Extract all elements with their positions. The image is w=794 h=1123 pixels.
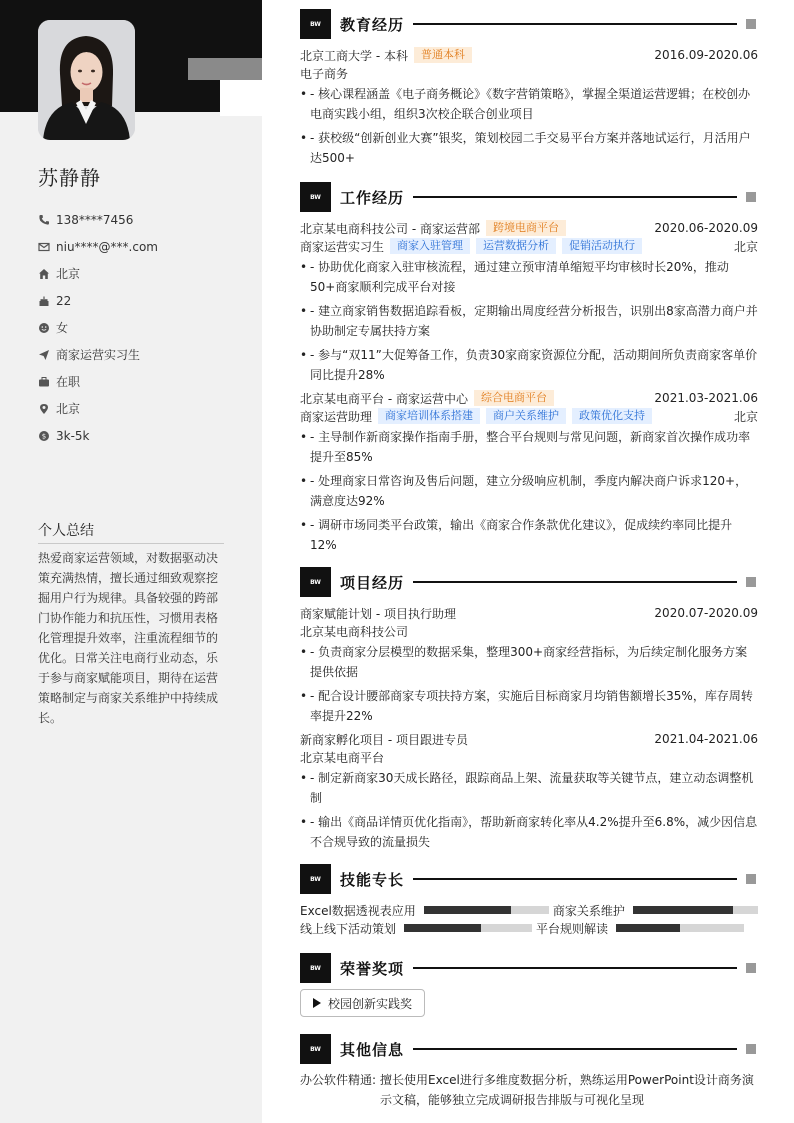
skill-tag: 政策优化支持 <box>572 408 652 424</box>
salary-item <box>38 422 158 449</box>
skill-bar-fill <box>404 924 481 932</box>
skill-tag: 商户关系维护 <box>486 408 566 424</box>
work-city: 北京 <box>733 239 758 254</box>
target-city-item <box>38 395 158 422</box>
age-item <box>38 287 158 314</box>
work-period: 2021.03-2021.06 <box>654 391 758 405</box>
section-logo: BW <box>300 953 331 983</box>
section-title: 技能专长 <box>340 870 405 889</box>
briefcase-icon <box>38 376 50 388</box>
project-name: 新商家孵化项目 - 项目跟进专员 <box>300 732 468 747</box>
section-square-marker <box>746 19 756 29</box>
list-item: • - 参与“双11”大促筹备工作，负责30家商家资源位分配，活动期间所负责商家客单价同比提升28% <box>300 345 758 385</box>
major: 电子商务 <box>300 66 349 81</box>
contact-info-list <box>38 206 158 449</box>
project-header-row <box>300 604 758 622</box>
avatar <box>38 20 135 140</box>
job-role: 商家运营实习生 <box>300 239 385 254</box>
skill-tag: 商家入驻管理 <box>390 238 470 254</box>
skill-bar <box>424 906 549 914</box>
target-city-value: 北京 <box>56 402 81 416</box>
section-divider <box>413 196 737 198</box>
project-bullets <box>300 768 758 852</box>
status-value: 在职 <box>56 375 81 389</box>
status-item <box>38 368 158 395</box>
education-header-row <box>300 46 758 64</box>
section-header <box>300 864 758 894</box>
section-title: 工作经历 <box>340 188 405 207</box>
money-icon <box>38 430 50 442</box>
mail-icon <box>38 241 50 253</box>
project-org: 北京某电商科技公司 <box>300 624 409 639</box>
work-bullets <box>300 257 758 385</box>
section-logo: BW <box>300 9 331 39</box>
email-value: niu****@***.com <box>56 239 158 254</box>
section-square-marker <box>746 577 756 587</box>
skill-bar <box>404 924 532 932</box>
salary-value: 3k-5k <box>56 428 90 443</box>
work-header-row <box>300 219 758 237</box>
location-pin-icon <box>38 403 50 415</box>
other-info-row <box>300 1070 758 1110</box>
summary-text: 热爱商家运营领域，对数据驱动决策充满热情，擅长通过细致观察挖掘用户行为规律。具备较强的跨部门协作能力和抗压性，习惯用表格化管理提升效率，注重流程细节的优化。日常关注电商行业动态，乐于参与商家赋能项目，期待在运营策略制定与商家关系维护中持续成长。 <box>38 551 219 725</box>
skill-name: Excel数据透视表应用 <box>300 903 416 918</box>
other-info-key: 办公软件精通: <box>300 1073 377 1087</box>
project-period: 2020.07-2020.09 <box>654 606 758 620</box>
work-bullets <box>300 427 758 555</box>
section-header <box>300 1034 758 1064</box>
phone-icon <box>38 214 50 226</box>
skill-name: 线上线下活动策划 <box>300 921 397 936</box>
section-divider <box>413 878 737 880</box>
list-item: • - 配合设计腰部商家专项扶持方案，实施后目标商家月均销售额增长35%，库存周转率提升22% <box>300 686 758 726</box>
skill-name: 平台规则解读 <box>536 921 609 936</box>
list-item: • - 输出《商品详情页优化指南》，帮助新商家转化率从4.2%提升至6.8%，减少因信息不合规导致的流量损失 <box>300 812 758 852</box>
project-name: 商家赋能计划 - 项目执行助理 <box>300 606 456 621</box>
project-header-row <box>300 730 758 748</box>
list-item: • - 获校级“创新创业大赛”银奖，策划校园二手交易平台方案并落地试运行，月活用户达500+ <box>300 128 758 168</box>
education-bullets <box>300 84 758 168</box>
target-job-item <box>38 341 158 368</box>
education-section <box>300 9 758 172</box>
section-header <box>300 567 758 597</box>
section-logo: BW <box>300 1034 331 1064</box>
education-period: 2016.09-2020.06 <box>654 48 758 62</box>
send-icon <box>38 349 50 361</box>
sidebar-accent-block <box>188 58 262 80</box>
target-job-value: 商家运营实习生 <box>56 348 141 362</box>
award-name: 校园创新实践奖 <box>328 996 413 1011</box>
age-value: 22 <box>56 293 72 308</box>
play-triangle-icon <box>313 998 321 1008</box>
city-item <box>38 260 158 287</box>
list-item: • - 负责商家分层模型的数据采集，整理300+商家经营指标，为后续定制化服务方案提供依据 <box>300 642 758 682</box>
skills-section <box>300 864 758 937</box>
gender-value: 女 <box>56 321 69 335</box>
list-item: • - 主导制作新商家操作指南手册，整合平台规则与常见问题，新商家首次操作成功率提升至85% <box>300 427 758 467</box>
section-title: 其他信息 <box>340 1040 405 1059</box>
list-item: • - 制定新商家30天成长路径，跟踪商品上架、流量获取等关键节点，建立动态调整机制 <box>300 768 758 808</box>
award-badge <box>300 989 425 1017</box>
company-name: 北京某电商平台 - 商家运营中心 <box>300 391 468 406</box>
skill-tag: 运营数据分析 <box>476 238 556 254</box>
face-icon <box>38 322 50 334</box>
city-value: 北京 <box>56 267 81 281</box>
list-item: • - 建立商家销售数据追踪看板，定期输出周度经营分析报告，识别出8家高潜力商户并协助制定专属扶持方案 <box>300 301 758 341</box>
section-logo: BW <box>300 567 331 597</box>
section-logo: BW <box>300 182 331 212</box>
project-period: 2021.04-2021.06 <box>654 732 758 746</box>
sidebar-accent-block <box>220 80 262 116</box>
project-entry <box>300 604 758 726</box>
list-item: • - 调研市场同类平台政策，输出《商家合作条款优化建议》，促成续约率同比提升12% <box>300 515 758 555</box>
home-icon <box>38 268 50 280</box>
skill-bar-fill <box>633 906 733 914</box>
section-header <box>300 9 758 39</box>
skill-bar <box>633 906 758 914</box>
project-section <box>300 567 758 856</box>
company-tag: 综合电商平台 <box>474 390 554 406</box>
company-tag: 跨境电商平台 <box>486 220 566 236</box>
project-org: 北京某电商平台 <box>300 750 385 765</box>
section-logo: BW <box>300 864 331 894</box>
sidebar <box>0 0 262 1123</box>
project-bullets <box>300 642 758 726</box>
section-divider <box>413 23 737 25</box>
gender-item <box>38 314 158 341</box>
section-divider <box>413 1048 737 1050</box>
section-square-marker <box>746 192 756 202</box>
work-period: 2020.06-2020.09 <box>654 221 758 235</box>
phone-item <box>38 206 158 233</box>
school-tag: 普通本科 <box>414 47 472 63</box>
work-role-row <box>300 407 758 425</box>
summary-title: 个人总结 <box>38 520 224 544</box>
skill-row <box>300 901 758 919</box>
section-title: 荣誉奖项 <box>340 959 405 978</box>
section-square-marker <box>746 963 756 973</box>
list-item: • - 处理商家日常咨询及售后问题，建立分级响应机制，季度内解决商户诉求120+，满意度达92% <box>300 471 758 511</box>
phone-value: 138****7456 <box>56 212 134 227</box>
school-name: 北京工商大学 - 本科 <box>300 48 408 63</box>
job-role: 商家运营助理 <box>300 409 373 424</box>
list-item: • - 核心课程涵盖《电子商务概论》《数字营销策略》，掌握全渠道运营逻辑；在校创办电商实践小组，组织3次校企联合创业项目 <box>300 84 758 124</box>
section-square-marker <box>746 1044 756 1054</box>
work-section <box>300 182 758 559</box>
project-entry <box>300 730 758 852</box>
skill-name: 商家关系维护 <box>552 903 625 918</box>
section-title: 项目经历 <box>340 573 405 592</box>
company-name: 北京某电商科技公司 - 商家运营部 <box>300 221 480 236</box>
skill-bar-fill <box>616 924 680 932</box>
cake-icon <box>38 295 50 307</box>
skill-tag: 促销活动执行 <box>562 238 642 254</box>
section-divider <box>413 967 737 969</box>
skill-bar <box>616 924 744 932</box>
skill-tag: 商家培训体系搭建 <box>378 408 480 424</box>
section-title: 教育经历 <box>340 15 405 34</box>
honors-section <box>300 953 758 1017</box>
section-header <box>300 182 758 212</box>
other-section <box>300 1034 758 1110</box>
other-info-value: 擅长使用Excel进行多维度数据分析，熟练运用PowerPoint设计商务演示文稿，能够独立完成调研报告排版与可视化呈现 <box>380 1073 754 1107</box>
section-square-marker <box>746 874 756 884</box>
skill-bar-fill <box>424 906 512 914</box>
work-entry <box>300 219 758 385</box>
candidate-name: 苏静静 <box>38 166 101 190</box>
work-entry <box>300 389 758 555</box>
work-city: 北京 <box>733 409 758 424</box>
email-item <box>38 233 158 260</box>
section-header <box>300 953 758 983</box>
work-role-row <box>300 237 758 255</box>
work-header-row <box>300 389 758 407</box>
skill-row <box>300 919 758 937</box>
section-divider <box>413 581 737 583</box>
list-item: • - 协助优化商家入驻审核流程，通过建立预审清单缩短平均审核时长20%，推动50+商家顺利完成平台对接 <box>300 257 758 297</box>
svg-text:$: $ <box>41 432 47 441</box>
